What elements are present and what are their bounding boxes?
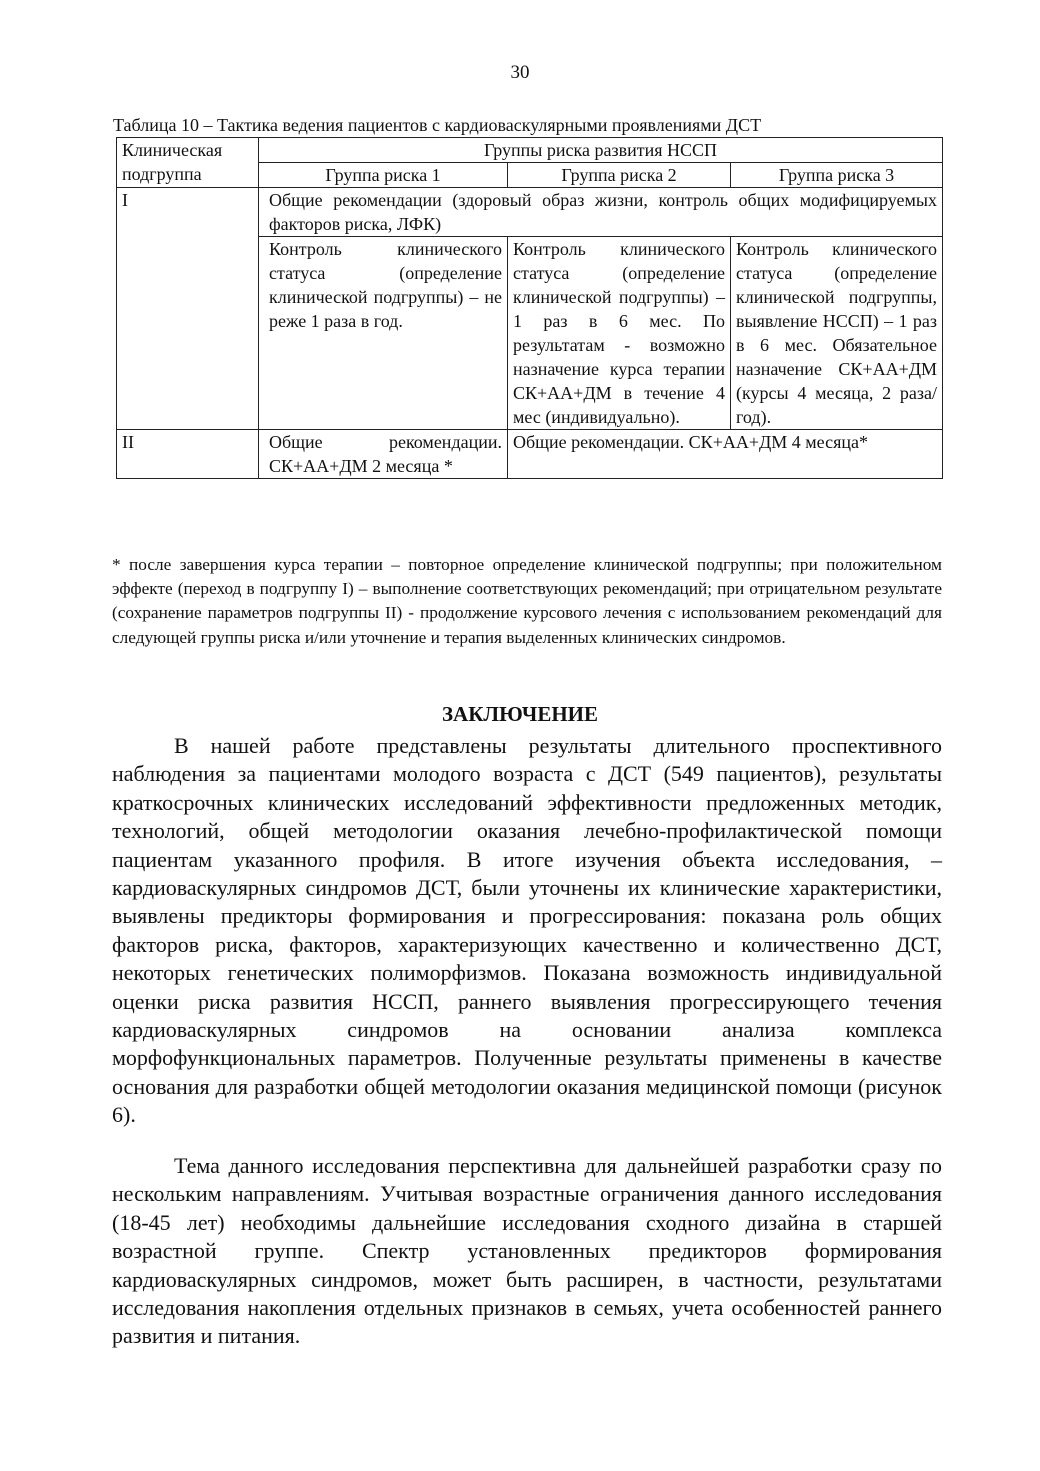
risk-tactics-table — [116, 137, 943, 479]
table-row — [117, 188, 943, 237]
header-group-3: Группа риска 3 — [731, 163, 943, 188]
page-number: 30 — [510, 62, 530, 83]
table-header-row — [117, 138, 943, 163]
header-group-1: Группа риска 1 — [259, 163, 508, 188]
conclusion-paragraph-1 — [112, 732, 942, 1130]
header-group-2: Группа риска 2 — [508, 163, 731, 188]
section-title: ЗАКЛЮЧЕНИЕ — [441, 702, 599, 726]
header-clinical-subgroup: Клиническая подгруппа — [117, 138, 259, 188]
row-subgroup-1-label: I — [117, 188, 259, 430]
row-subgroup-1-group-1: Контроль клинического статуса (определение клинической подгруппы) – не реже 1 раза в год. — [259, 237, 508, 430]
row-subgroup-1-group-2: Контроль клинического статуса (определение клинической подгруппы) – 1 раз в 6 мес. По результатам - возможно назначение курса терапии СК+АА+ДМ в течение 4 мес (индивидуально). — [508, 237, 731, 430]
conclusion-paragraph-2 — [112, 1152, 942, 1351]
row-subgroup-1-group-3: Контроль клинического статуса (определение клинической подгруппы, выявление НССП) – 1 раз в 6 мес. Обязательное назначение СК+АА+ДМ (курсы 4 месяца, 2 раза/год). — [731, 237, 943, 430]
paragraph-text: В нашей работе представлены результаты длительного проспективного наблюдения за пациентами молодого возраста с ДСТ (549 пациентов), результаты краткосрочных клинических исследований эффективности предложенных методик, технологий, общей методологии оказания лечебно-профилактической помощи пациентам указанного профиля. В итоге изучения объекта исследования, – кардиоваскулярных синдромов ДСТ, были уточнены их клинические характеристики, выявлены предикторы формирования и прогрессирования: показана роль общих факторов риска, факторов, характеризующих качественно и количественно ДСТ, некоторых генетических полиморфизмов. Показана возможность индивидуальной оценки риска развития НССП, раннего выявления прогрессирующего течения кардиоваскулярных синдромов на основании анализа комплекса морфофункциональных параметров. Полученные результаты применены в качестве основания для разработки общей методологии оказания медицинской помощи (рисунок 6). — [112, 733, 942, 1128]
paragraph-text: Тема данного исследования перспективна для дальнейшей разработки сразу по нескольким направлениям. Учитывая возрастные ограничения данного исследования (18-45 лет) необходимы дальнейшие исследования сходного дизайна в старшей возрастной группе. Спектр установленных предикторов формирования кардиоваскулярных синдромов, может быть расширен, в частности, результатами исследования накопления отдельных признаков в семьях, учета особенностей раннего развития и питания. — [112, 1153, 942, 1349]
row-subgroup-1-general: Общие рекомендации (здоровый образ жизни, контроль общих модифицируемых факторов риска, ЛФК) — [259, 188, 943, 237]
row-subgroup-2-label: II — [117, 430, 259, 479]
row-subgroup-2-group-1: Общие рекомендации. СК+АА+ДМ 2 месяца * — [259, 430, 508, 479]
table-row — [117, 430, 943, 479]
table-caption: Таблица 10 – Тактика ведения пациентов с кардиоваскулярными проявлениями ДСТ — [113, 115, 762, 135]
header-risk-groups: Группы риска развития НССП — [259, 138, 943, 163]
table-footnote: * после завершения курса терапии – повторное определение клинической подгруппы; при положительном эффекте (переход в подгруппу I) – выполнение соответствующих рекомендаций; при отрицательном результате (сохранение параметров подгруппы II) - продолжение курсового лечения с использованием рекомендаций для следующей группы риска и/или уточнение и терапия выделенных клинических синдромов. — [112, 555, 942, 647]
row-subgroup-2-groups-2-3: Общие рекомендации. СК+АА+ДМ 4 месяца* — [508, 430, 943, 479]
